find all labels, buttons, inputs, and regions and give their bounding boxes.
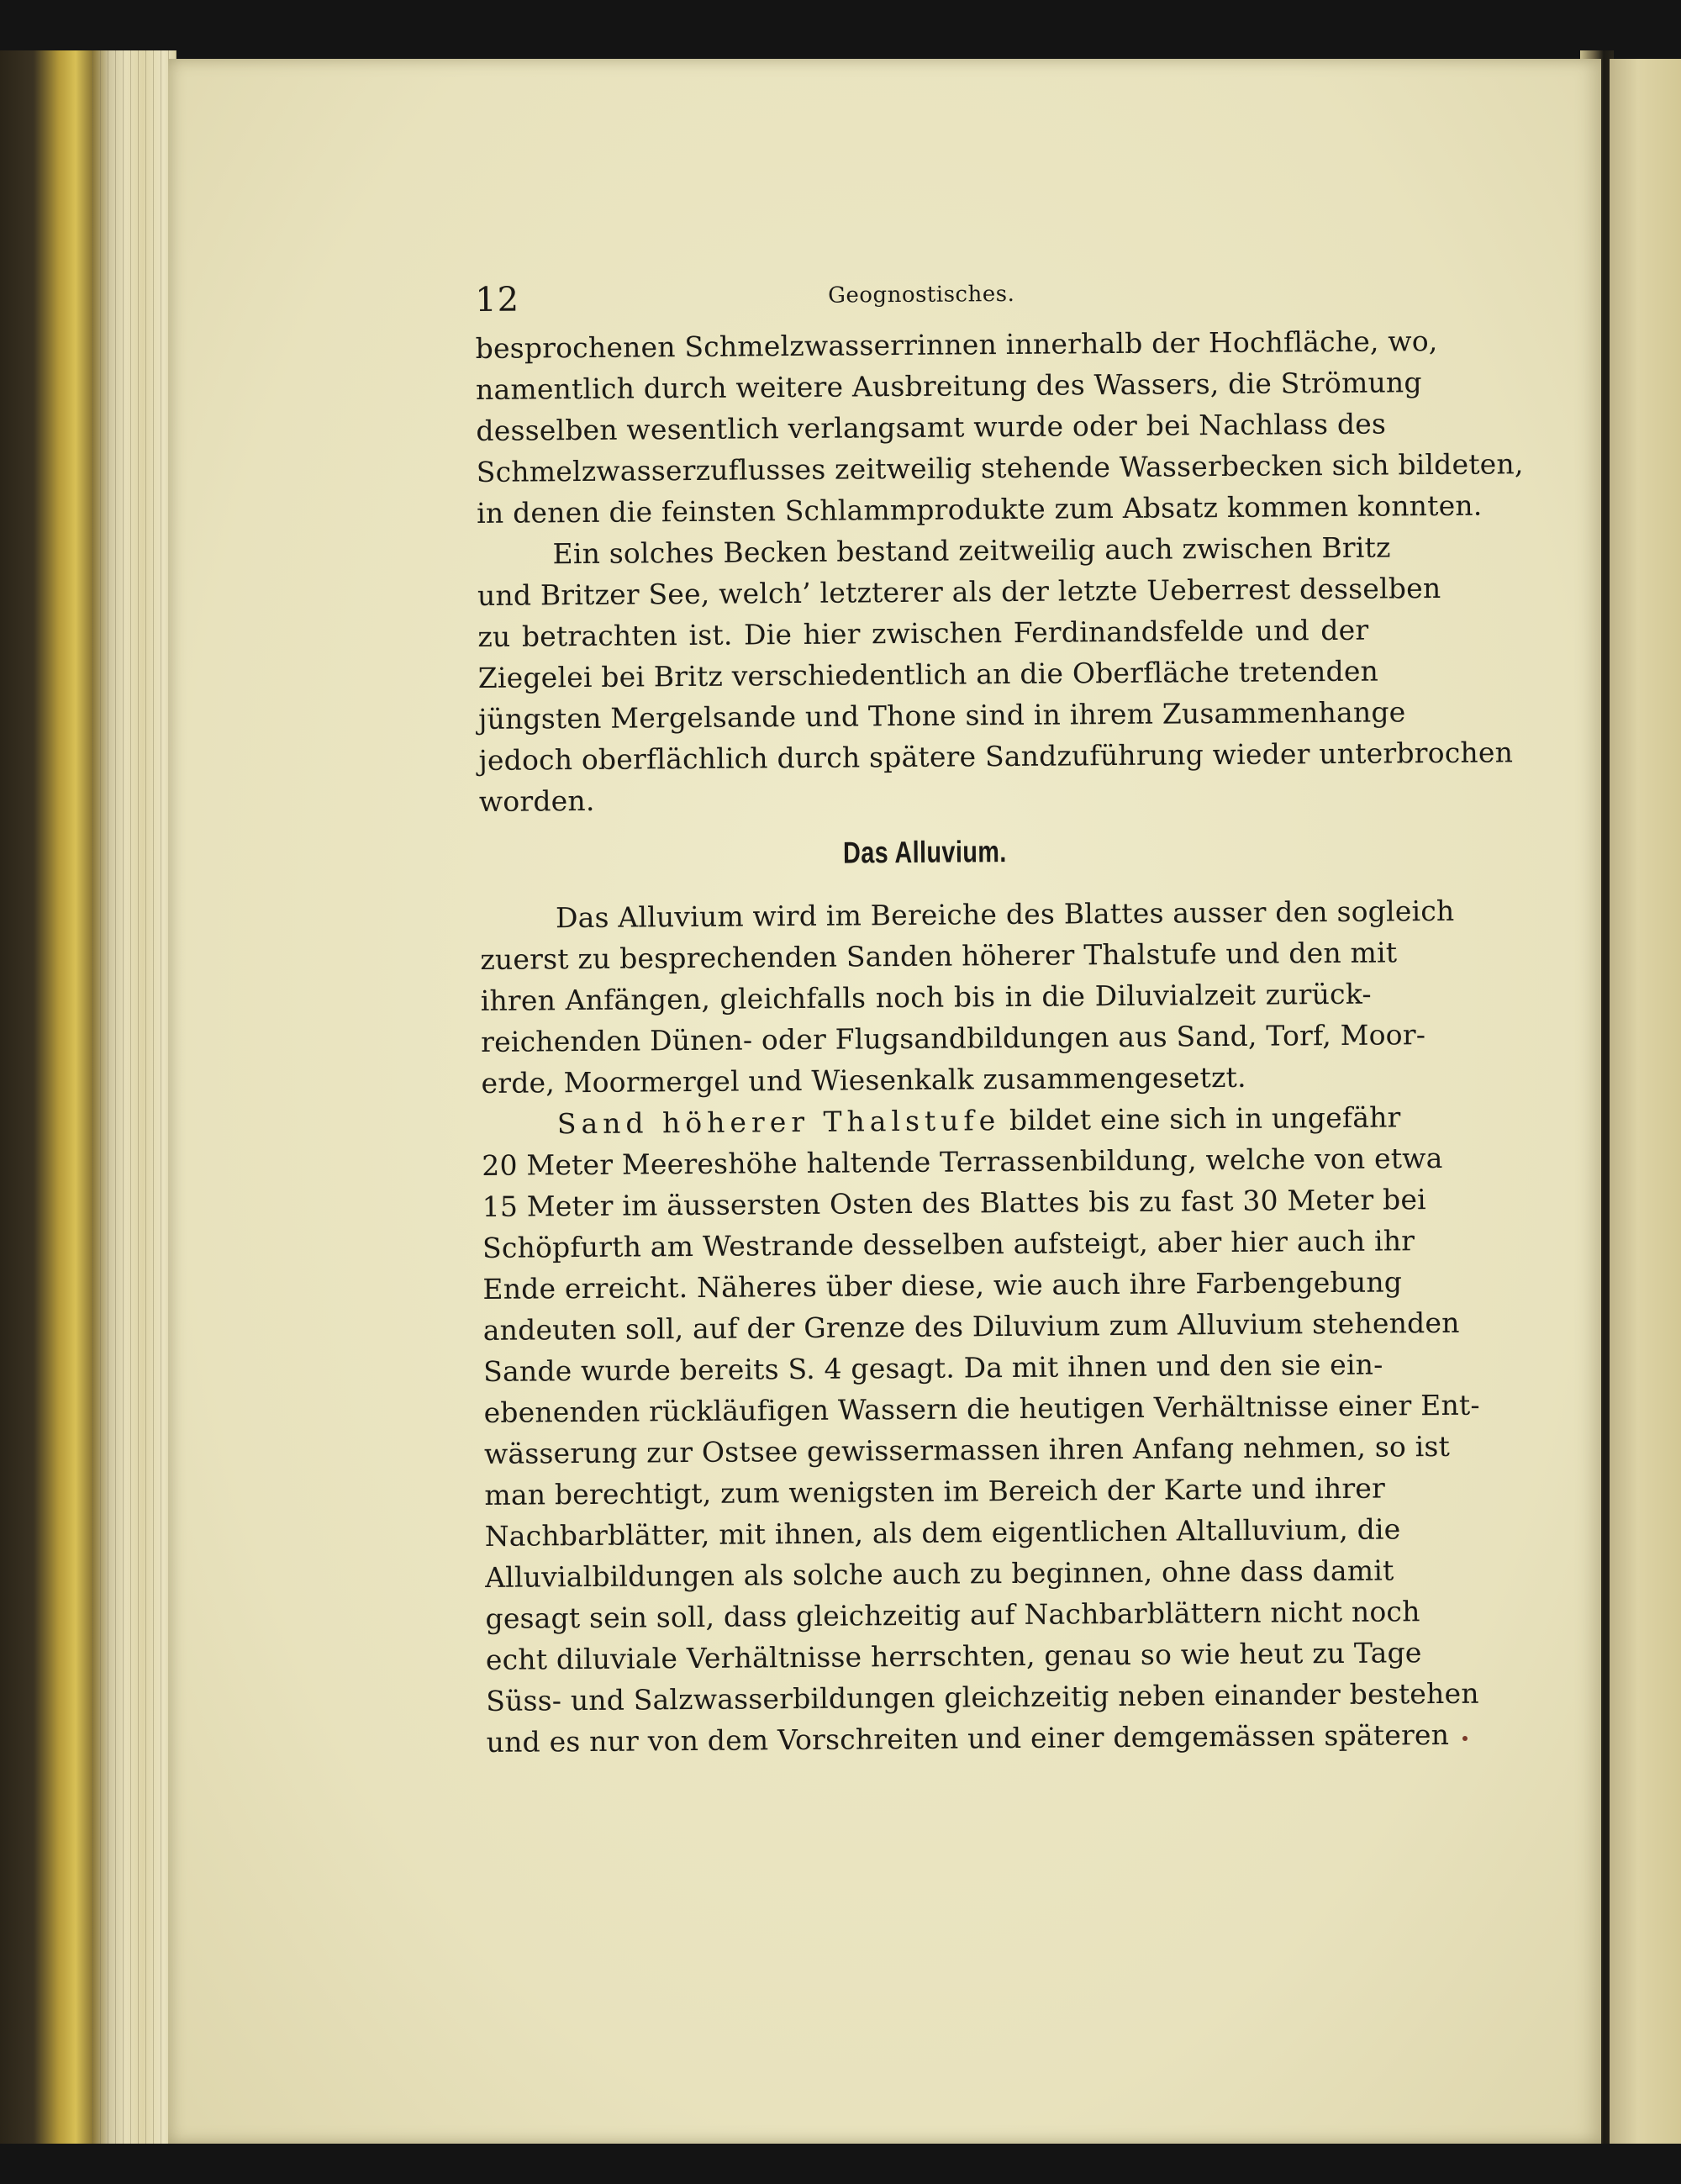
book-page-edges <box>0 50 177 2144</box>
text-line: besprochenen Schmelzwasserrinnen innerhalb der Hochfläche, wo, <box>475 324 1438 365</box>
text-line: ebenenden rückläufigen Wassern die heutigen Verhältnisse einer Ent- <box>483 1388 1480 1429</box>
text-line: erde, Moormergel und Wiesenkalk zusammengesetzt. <box>481 1060 1246 1100</box>
text-line: Schöpfurth am Westrande desselben aufsteigt, aber hier auch ihr <box>482 1224 1415 1264</box>
text-line: namentlich durch weitere Ausbreitung des Wassers, die Strömung <box>475 366 1422 406</box>
intro-text <box>475 321 1524 822</box>
text-line: und Britzer See, welch’ letzterer als der letzte Ueberrest desselben <box>477 571 1441 612</box>
text-line: 15 Meter im äussersten Osten des Blattes bis zu fast 30 Meter bei <box>482 1183 1427 1223</box>
running-head-title: Geognostisches. <box>828 281 1015 309</box>
text-line: Ein solches Becken bestand zeitweilig auch zwischen Britz <box>552 530 1391 571</box>
text-line: in denen die feinsten Schlammprodukte zum Absatz kommen konnten. <box>477 488 1483 530</box>
text-line <box>482 1097 1401 1145</box>
text-line: echt diluviale Verhältnisse herrschten, genau so wie heut zu Tage <box>485 1636 1422 1676</box>
text-line: Das Alluvium wird im Bereiche des Blattes ausser den sogleich <box>555 894 1455 935</box>
text-line: und es nur von dem Vorschreiten und einer demgemässen späteren <box>486 1717 1450 1759</box>
text-line: jüngsten Mergelsande und Thone sind in ihrem Zusammenhange <box>477 695 1406 736</box>
text-line: Ziegelei bei Britz verschiedentlich an die Oberfläche tretenden <box>477 654 1379 694</box>
text-line: man berechtigt, zum wenigsten im Bereich der Karte und ihrer <box>484 1471 1386 1511</box>
text-line: wässerung zur Ostsee gewissermassen ihren Anfang nehmen, so ist <box>483 1429 1451 1470</box>
text-line: ihren Anfängen, gleichfalls noch bis in die Diluvialzeit zurück- <box>480 977 1372 1017</box>
text-line: worden. <box>478 783 595 818</box>
paragraph <box>480 891 1455 1104</box>
text-line: gesagt sein soll, dass gleichzeitig auf Nachbarblättern nicht noch <box>485 1595 1420 1635</box>
paragraph <box>475 321 1524 534</box>
text-line: reichenden Dünen- oder Flugsandbildungen aus Sand, Torf, Moor- <box>480 1018 1426 1058</box>
page-content <box>475 271 1524 1763</box>
text-line: Süss- und Salzwasserbildungen gleichzeitig neben einander bestehen <box>486 1676 1479 1717</box>
section-heading: Das Alluvium. <box>842 834 1007 870</box>
text-line: zu betrachten ist. Die hier zwischen Ferdinandsfelde und der <box>477 613 1369 653</box>
text-line: 20 Meter Meereshöhe haltende Terrassenbildung, welche von etwa <box>482 1141 1443 1182</box>
paragraph <box>477 527 1514 822</box>
page-number: 12 <box>475 280 520 319</box>
text-line: Sande wurde bereits S. 4 gesagt. Da mit ihnen und den sie ein- <box>483 1348 1383 1388</box>
text-line: Nachbarblätter, mit ihnen, als dem eigentlichen Altalluvium, die <box>484 1512 1401 1553</box>
running-head <box>475 271 1366 328</box>
text-line: desselben wesentlich verlangsamt wurde oder bei Nachlass des <box>476 407 1387 447</box>
paper-speck <box>1462 1736 1468 1741</box>
section-text <box>480 891 1480 1763</box>
text-line: Alluvialbildungen als solche auch zu beginnen, ohne dass damit <box>484 1554 1394 1594</box>
paragraph <box>482 1097 1480 1763</box>
facing-page-edge <box>1610 59 1681 2144</box>
text-line: zuerst zu besprechenden Sanden höherer Thalstufe und den mit <box>480 936 1398 976</box>
text-line: Ende erreicht. Näheres über diese, wie auch ihre Farbengebung <box>482 1265 1403 1306</box>
text-line: andeuten soll, auf der Grenze des Diluvium zum Alluvium stehenden <box>482 1306 1460 1347</box>
line-rest: bildet eine sich in ungefähr <box>1000 1100 1401 1137</box>
text-line: jedoch oberflächlich durch spätere Sandzuführung wieder unterbrochen <box>478 736 1514 777</box>
spaced-term: Sand höherer Thalstufe <box>556 1104 1001 1141</box>
text-line: Schmelzwasserzuflusses zeitweilig stehende Wasserbecken sich bildeten, <box>476 447 1524 488</box>
